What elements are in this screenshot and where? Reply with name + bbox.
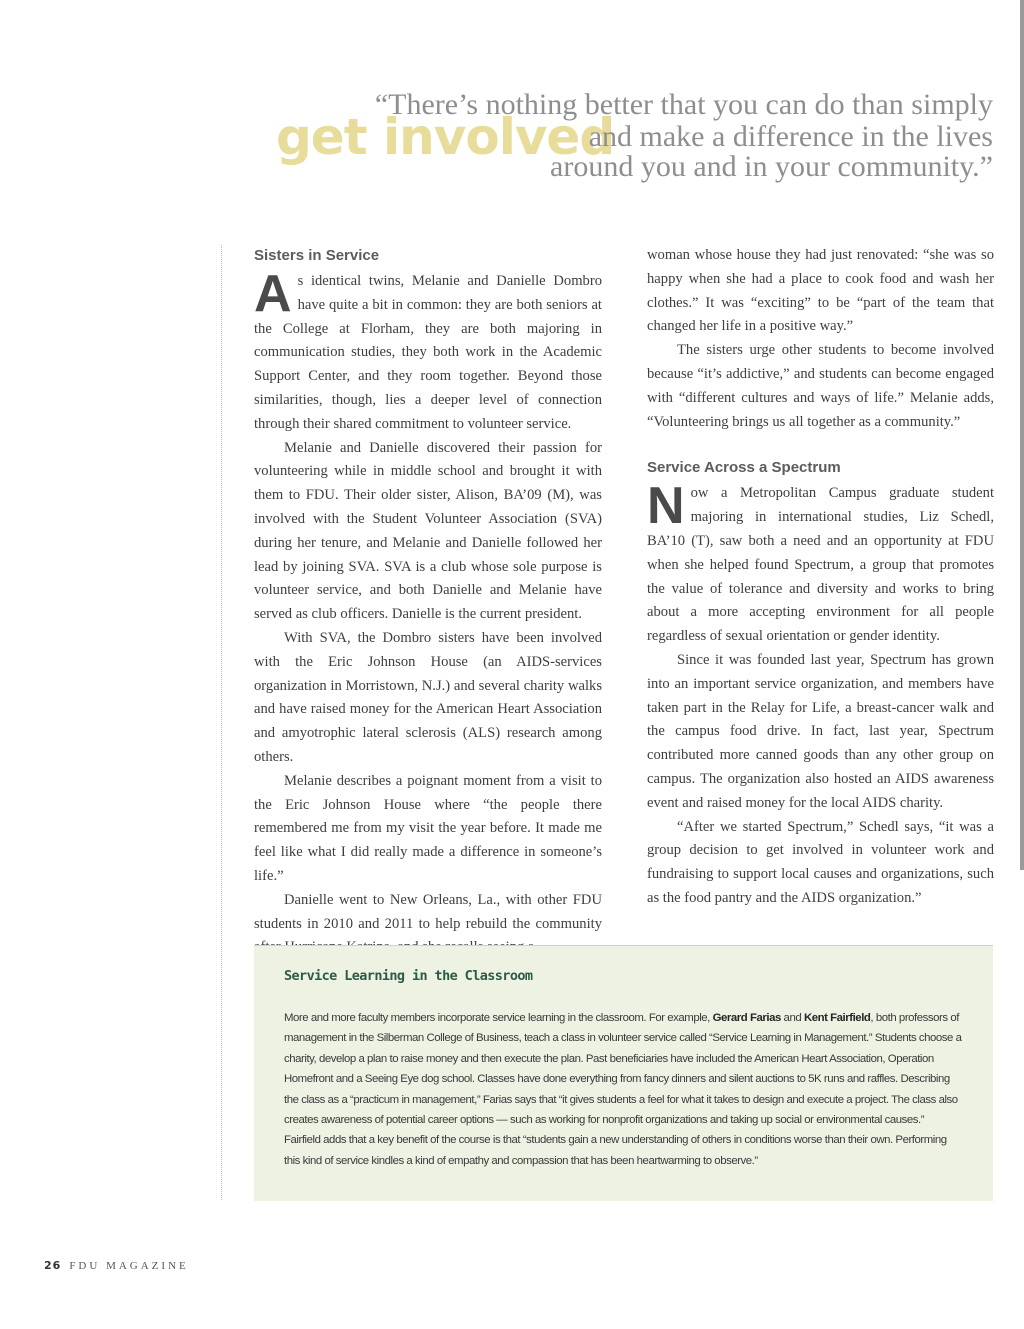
paragraph-4: Melanie describes a poignant moment from a visit to the Eric Johnson House where “the people there remembered me from my visit the year before. It made me feel like what I did really made a difference in someone’s life.” — [254, 772, 602, 884]
quote-line-1: “There’s nothing better that you can do than simply — [374, 88, 993, 121]
drop-cap: A — [254, 265, 292, 323]
headline-get-involved: get involved — [276, 108, 615, 166]
paragraph-7: The sisters urge other students to become involved because “it’s addictive,” and students can become engaged with “different cultures and ways of life.” Melanie adds, “Volunteering brings us all together as a community.” — [647, 342, 994, 430]
quote-line-3: around you and in your community.” — [550, 150, 993, 183]
column-divider — [221, 245, 222, 1200]
paragraph-1 — [254, 265, 602, 437]
paragraph-2: Melanie and Danielle discovered their passion for volunteering while in middle school and brought it with them to FDU. Their older sister, Alison, BA’09 (M), was involved with the Student Volunteer Association (SVA) during her tenure, and Melanie and Danielle followed her lead by joining SVA. SVA is a club whose sole purpose is volunteer service, and both Danielle and Melanie have served as club officers. Danielle is the current president. — [254, 439, 602, 623]
right-column — [647, 244, 994, 911]
subhead-service-across-a-spectrum: Service Across a Spectrum — [647, 459, 841, 477]
sidebar-title: Service Learning in the Classroom — [284, 968, 533, 984]
publication-name: FDU MAGAZINE — [69, 1260, 189, 1272]
sidebar-text-part: and — [780, 1012, 804, 1024]
paragraph-9: Since it was founded last year, Spectrum has grown into an important service organization, and members have taken part in the Relay for Life, a breast-cancer walk and the campus food drive. In fact, last year, Spectrum contributed more canned goods than any other group on campus. The organization also hosted an AIDS awareness event and raised money for the local AIDS charity. — [647, 651, 994, 811]
paragraph-8 — [647, 477, 994, 649]
page-number: 26 — [44, 1259, 62, 1272]
sidebar-text-part: More and more faculty members incorporate service learning in the classroom. For example, — [284, 1012, 713, 1024]
drop-cap: N — [647, 477, 685, 536]
paragraph-8-text: ow a Metropolitan Campus graduate student majoring in international studies, Liz Schedl, BA’10 (T), saw both a need and an opportunity at FDU when she helped found Spectrum, a group that promotes the value of tolerance and diversity and works to bring about a more accepting environment for all people regardless of sexual orientation or gender identity. — [647, 485, 994, 645]
paragraph-3: With SVA, the Dombro sisters have been involved with the Eric Johnson House (an AIDS-services organization in Morristown, N.J.) and several charity walks and have raised money for the American Heart Association and amyotrophic lateral sclerosis (ALS) research among others. — [254, 629, 602, 765]
sidebar-box — [254, 945, 993, 1201]
sidebar-name-farias: Gerard Farias — [712, 1012, 781, 1024]
page-footer — [44, 1259, 189, 1272]
page-edge-rule — [1020, 0, 1024, 870]
sidebar-text-part: , both professors of management in the Silberman College of Business, teach a class in volunteer service called “Service Learning in Management.” Students choose a charity, develop a plan to raise money and then execute the plan. Past beneficiaries have included the American Heart Association, Operation Homefront and a Seeing Eye dog school. Classes have done everything from fancy dinners and silent auctions to 5K runs and raffles. Describing the class as a “practicum in management,” Farias says that “it gives students a feel for what it takes to design and execute a project. The class also creates awareness of potential career options — such as working for nonprofit organizations and taking up social or environmental causes.” Fairfield adds that a key benefit of the course is that “students gain a new understanding of others in conditions worse than their own. Performing this kind of service kindles a kind of empathy and compassion that has been heartwarming to observe.” — [284, 1012, 962, 1167]
paragraph-10: “After we started Spectrum,” Schedl says, “it was a group decision to get involved in volunteer work and fundraising to support local causes and organizations, such as the food pantry and the AIDS organization.” — [647, 818, 994, 906]
subhead-sisters-in-service: Sisters in Service — [254, 247, 380, 264]
paragraph-1-text: s identical twins, Melanie and Danielle Dombro have quite a bit in common: they are both seniors at the College at Florham, they are both majoring in communication studies, they both work in the Academic Support Center, and they room together. Beyond those similarities, though, lies a deeper level of connection through their shared commitment to volunteer service. — [254, 273, 602, 432]
sidebar-name-fairfield: Kent Fairfield — [803, 1012, 871, 1024]
paragraph-6: woman whose house they had just renovated: “she was so happy when she had a place to cook food and wash her clothes.” It was “exciting” to be “part of the team that changed her life in a positive way.” — [647, 247, 994, 335]
sidebar-text — [284, 1008, 963, 1171]
left-column — [254, 244, 602, 960]
quote-line-2: and make a difference in the lives — [588, 120, 993, 153]
paragraph-5: Danielle went to New Orleans, La., with other FDU students in 2010 and 2011 to help rebuild the community — [254, 891, 602, 932]
